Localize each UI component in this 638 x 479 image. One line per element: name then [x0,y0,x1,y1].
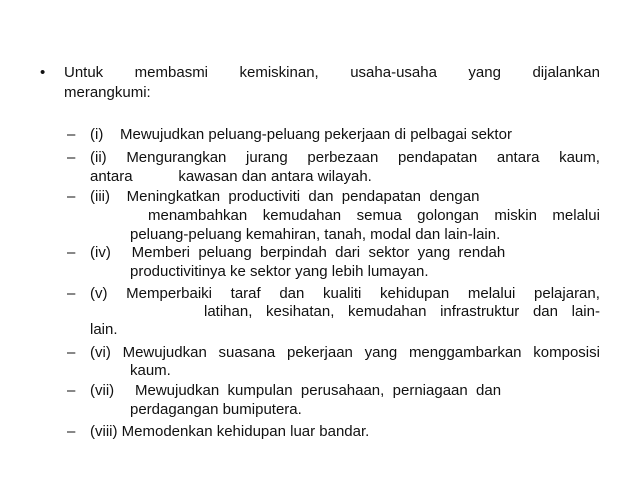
item-vii-line-2: perdagangan bumiputera. [130,401,302,418]
dash-icon: – [67,188,76,205]
item-ii-line-2: antara kawasan dan antara wilayah. [90,168,372,185]
item-vi-line-2: kaum. [130,362,171,379]
dash-icon: – [67,149,76,166]
item-v-line-3: lain. [90,321,118,338]
dash-icon: – [67,344,76,361]
main-point-line-2: merangkumi: [64,84,151,101]
main-point-line-1: Untuk membasmi kemiskinan, usaha-usaha yang dijalankan [64,64,600,81]
item-i-line-1: (i) Mewujudkan peluang-peluang pekerjaan di pelbagai sektor [90,126,512,143]
item-iv-line-1: (iv) Memberi peluang berpindah dari sektor yang rendah [90,244,506,261]
item-iii-line-2: menambahkan kemudahan semua golongan miskin melalui [148,207,600,224]
item-v-line-1: (v) Memperbaiki taraf dan kualiti kehidupan melalui pelajaran, [90,285,600,302]
bullet-icon: • [40,64,46,81]
dash-icon: – [67,126,76,143]
item-ii-line-1: (ii) Mengurangkan jurang perbezaan pendapatan antara kaum, [90,149,600,166]
item-viii-line-1: (viii) Memodenkan kehidupan luar bandar. [90,423,370,440]
dash-icon: – [67,423,76,440]
dash-icon: – [67,244,76,261]
dash-icon: – [67,285,76,302]
item-vi-line-1: (vi) Mewujudkan suasana pekerjaan yang menggambarkan komposisi [90,344,600,361]
item-iii-line-1: (iii) Meningkatkan productiviti dan pendapatan dengan [90,188,480,205]
item-iv-line-2: productivitinya ke sektor yang lebih lumayan. [130,263,429,280]
dash-icon: – [67,382,76,399]
item-vii-line-1: (vii) Mewujudkan kumpulan perusahaan, perniagaan dan [90,382,502,399]
item-v-line-2: latihan, kesihatan, kemudahan infrastruktur dan lain- [204,303,600,320]
item-iii-line-3: peluang-peluang kemahiran, tanah, modal dan lain-lain. [130,226,501,243]
